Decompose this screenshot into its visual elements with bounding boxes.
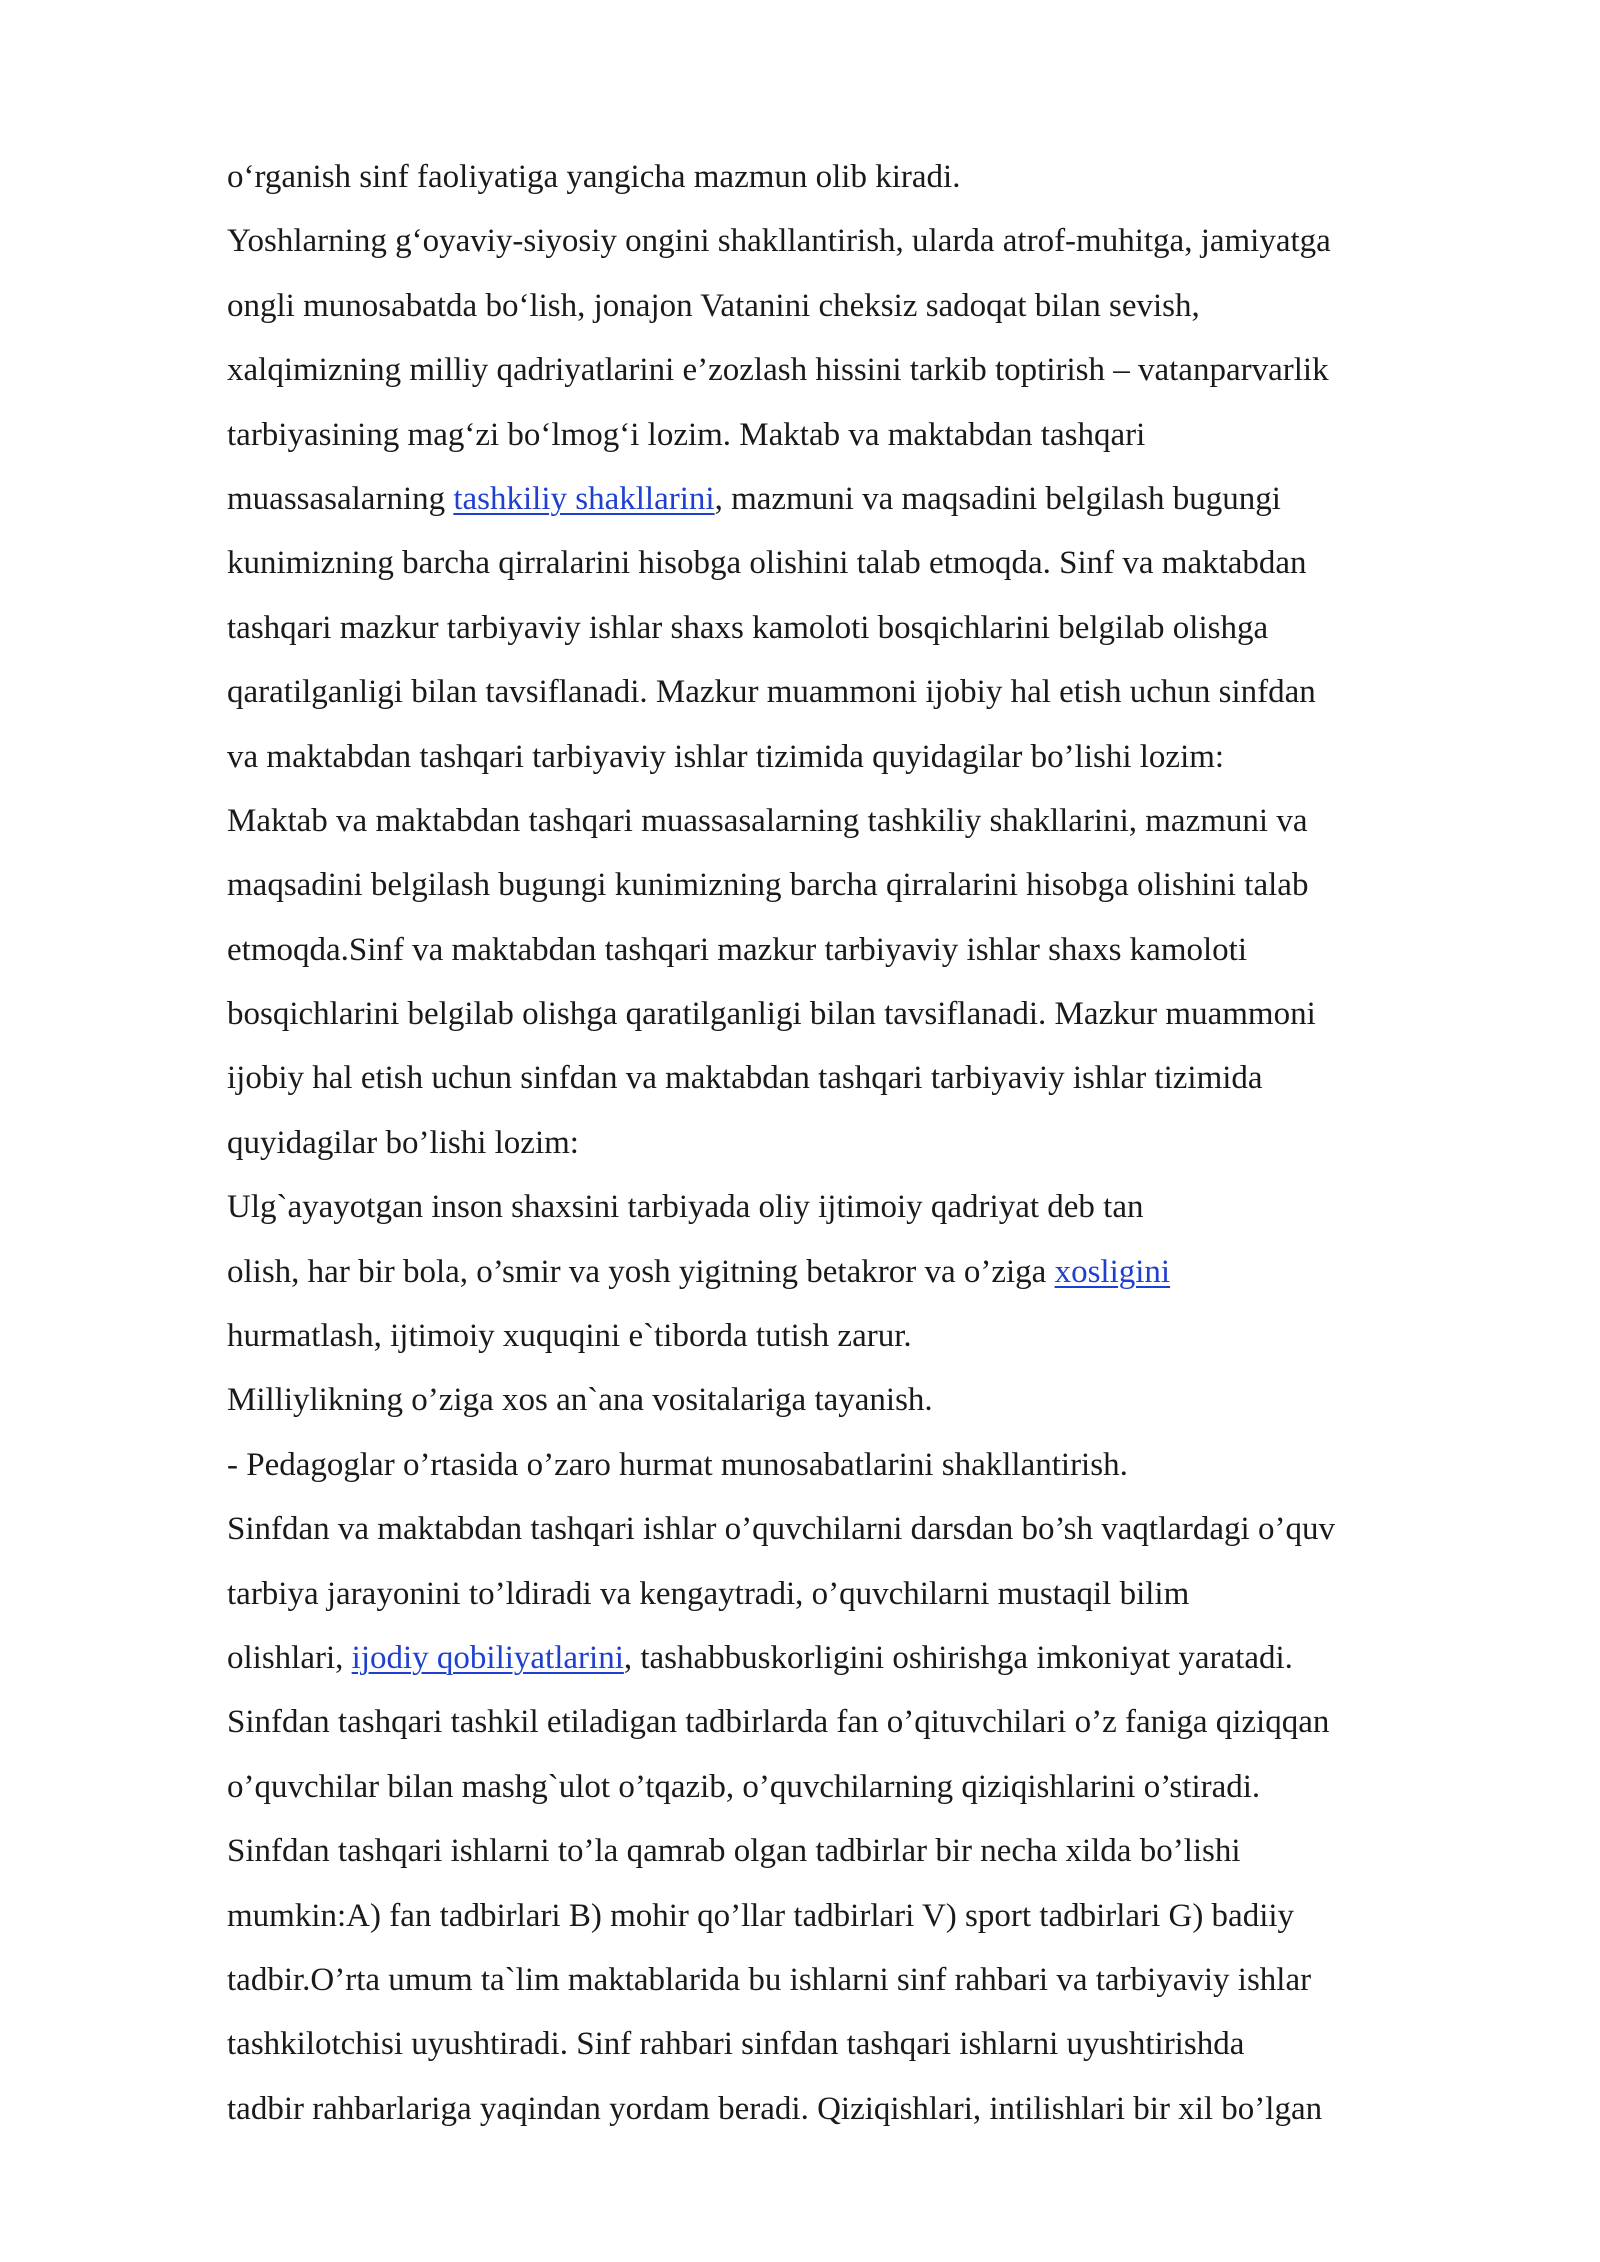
text-line — [227, 1433, 1470, 1497]
text-line — [227, 1304, 1470, 1368]
text-line — [227, 1755, 1470, 1819]
text-segment: tarbiya jarayonini to’ldiradi va kengaytradi, o’quvchilarni mustaqil bilim — [227, 1575, 1190, 1612]
text-line — [227, 467, 1470, 531]
text-segment: ijobiy hal etish uchun sinfdan va maktabdan tashqari tarbiyaviy ishlar tizimida — [227, 1060, 1263, 1097]
text-line — [227, 1046, 1470, 1110]
text-line — [227, 725, 1470, 789]
text-segment: kunimizning barcha qirralarini hisobga olishini talab etmoqda. Sinf va maktabdan — [227, 545, 1307, 582]
text-line — [227, 1240, 1470, 1304]
text-segment: hurmatlash, ijtimoiy xuquqini e`tiborda tutish zarur. — [227, 1318, 912, 1355]
text-line — [227, 596, 1470, 660]
text-segment: etmoqda.Sinf va maktabdan tashqari mazkur tarbiyaviy ishlar shaxs kamoloti — [227, 931, 1247, 968]
text-line — [227, 1497, 1470, 1561]
text-line — [227, 1690, 1470, 1754]
inline-link[interactable]: xosligini — [1054, 1253, 1171, 1290]
text-line — [227, 1884, 1470, 1948]
text-segment: qaratilganligi bilan tavsiflanadi. Mazkur muammoni ijobiy hal etish uchun sinfdan — [227, 674, 1316, 711]
text-line — [227, 1368, 1470, 1432]
text-segment: Ulg`ayayotgan inson shaxsini tarbiyada oliy ijtimoiy qadriyat deb tan — [227, 1189, 1144, 1226]
text-segment: va maktabdan tashqari tarbiyaviy ishlar tizimida quyidagilar bo’lishi lozim: — [227, 738, 1225, 775]
text-segment: , tashabbuskorligini oshirishga imkoniyat yaratadi. — [623, 1639, 1293, 1676]
text-line — [227, 2012, 1470, 2076]
text-segment: Sinfdan tashqari tashkil etiladigan tadbirlarda fan o’qituvchilari o’z faniga qiziqqan — [227, 1704, 1330, 1741]
text-line — [227, 1819, 1470, 1883]
text-segment: olishlari, — [227, 1639, 352, 1676]
text-line — [227, 531, 1470, 595]
text-segment: xalqimizning milliy qadriyatlarini e’zozlash hissini tarkib toptirish – vatanparvarlik — [227, 352, 1329, 389]
text-line — [227, 982, 1470, 1046]
text-line — [227, 2077, 1470, 2141]
text-line — [227, 853, 1470, 917]
text-line — [227, 145, 1470, 209]
inline-link[interactable]: ijodiy qobiliyatlarini — [351, 1639, 624, 1676]
text-segment: tashqari mazkur tarbiyaviy ishlar shaxs kamoloti bosqichlarini belgilab olishga — [227, 609, 1269, 646]
inline-link[interactable]: tashkiliy shakllarini — [453, 480, 715, 517]
text-segment: tadbir rahbarlariga yaqindan yordam beradi. Qiziqishlari, intilishlari bir xil bo’lgan — [227, 2090, 1323, 2127]
text-segment: tarbiyasining mag‘zi bo‘lmog‘i lozim. Maktab va maktabdan tashqari — [227, 416, 1146, 453]
text-segment: - Pedagoglar o’rtasida o’zaro hurmat munosabatlarini shakllantirish. — [227, 1446, 1128, 1483]
text-segment: ongli munosabatda bo‘lish, jonajon Vatanini cheksiz sadoqat bilan sevish, — [227, 287, 1200, 324]
text-segment: mumkin:A) fan tadbirlari B) mohir qo’llar tadbirlari V) sport tadbirlari G) badiiy — [227, 1897, 1295, 1934]
text-line — [227, 274, 1470, 338]
text-line — [227, 789, 1470, 853]
text-segment: o‘rganish sinf faoliyatiga yangicha mazmun olib kiradi. — [227, 159, 961, 195]
text-line — [227, 1111, 1470, 1175]
text-segment: quyidagilar bo’lishi lozim: — [227, 1124, 579, 1161]
text-line — [227, 403, 1470, 467]
text-segment: olish, har bir bola, o’smir va yosh yigitning betakror va o’ziga — [227, 1253, 1055, 1290]
text-segment: tadbir.O’rta umum ta`lim maktablarida bu ishlarni sinf rahbari va tarbiyaviy ishlar — [227, 1961, 1312, 1998]
text-line — [227, 338, 1470, 402]
text-segment: tashkilotchisi uyushtiradi. Sinf rahbari sinfdan tashqari ishlarni uyushtirishda — [227, 2026, 1245, 2063]
text-segment: maqsadini belgilash bugungi kunimizning barcha qirralarini hisobga olishini talab — [227, 867, 1309, 904]
text-line — [227, 918, 1470, 982]
text-line — [227, 1175, 1470, 1239]
text-line — [227, 1562, 1470, 1626]
body-text — [227, 145, 1470, 2141]
text-segment: Milliylikning o’ziga xos an`ana vositalariga tayanish. — [227, 1382, 933, 1419]
text-segment: , mazmuni va maqsadini belgilash bugungi — [714, 480, 1281, 517]
text-segment: muassasalarning — [227, 480, 454, 517]
text-segment: Yoshlarning g‘oyaviy-siyosiy ongini shakllantirish, ularda atrof-muhitga, jamiyatga — [227, 223, 1331, 260]
text-line — [227, 660, 1470, 724]
text-line — [227, 1948, 1470, 2012]
text-segment: Sinfdan tashqari ishlarni to’la qamrab olgan tadbirlar bir necha xilda bo’lishi — [227, 1833, 1241, 1870]
text-segment: Maktab va maktabdan tashqari muassasalarning tashkiliy shakllarini, mazmuni va — [227, 802, 1308, 839]
text-line — [227, 209, 1470, 273]
text-segment: bosqichlarini belgilab olishga qaratilganligi bilan tavsiflanadi. Mazkur muammoni — [227, 996, 1316, 1033]
text-segment: o’quvchilar bilan mashg`ulot o’tqazib, o’quvchilarning qiziqishlarini o’stiradi. — [227, 1768, 1261, 1805]
text-segment: Sinfdan va maktabdan tashqari ishlar o’quvchilarni darsdan bo’sh vaqtlardagi o’quv — [227, 1511, 1335, 1548]
text-line — [227, 1626, 1470, 1690]
